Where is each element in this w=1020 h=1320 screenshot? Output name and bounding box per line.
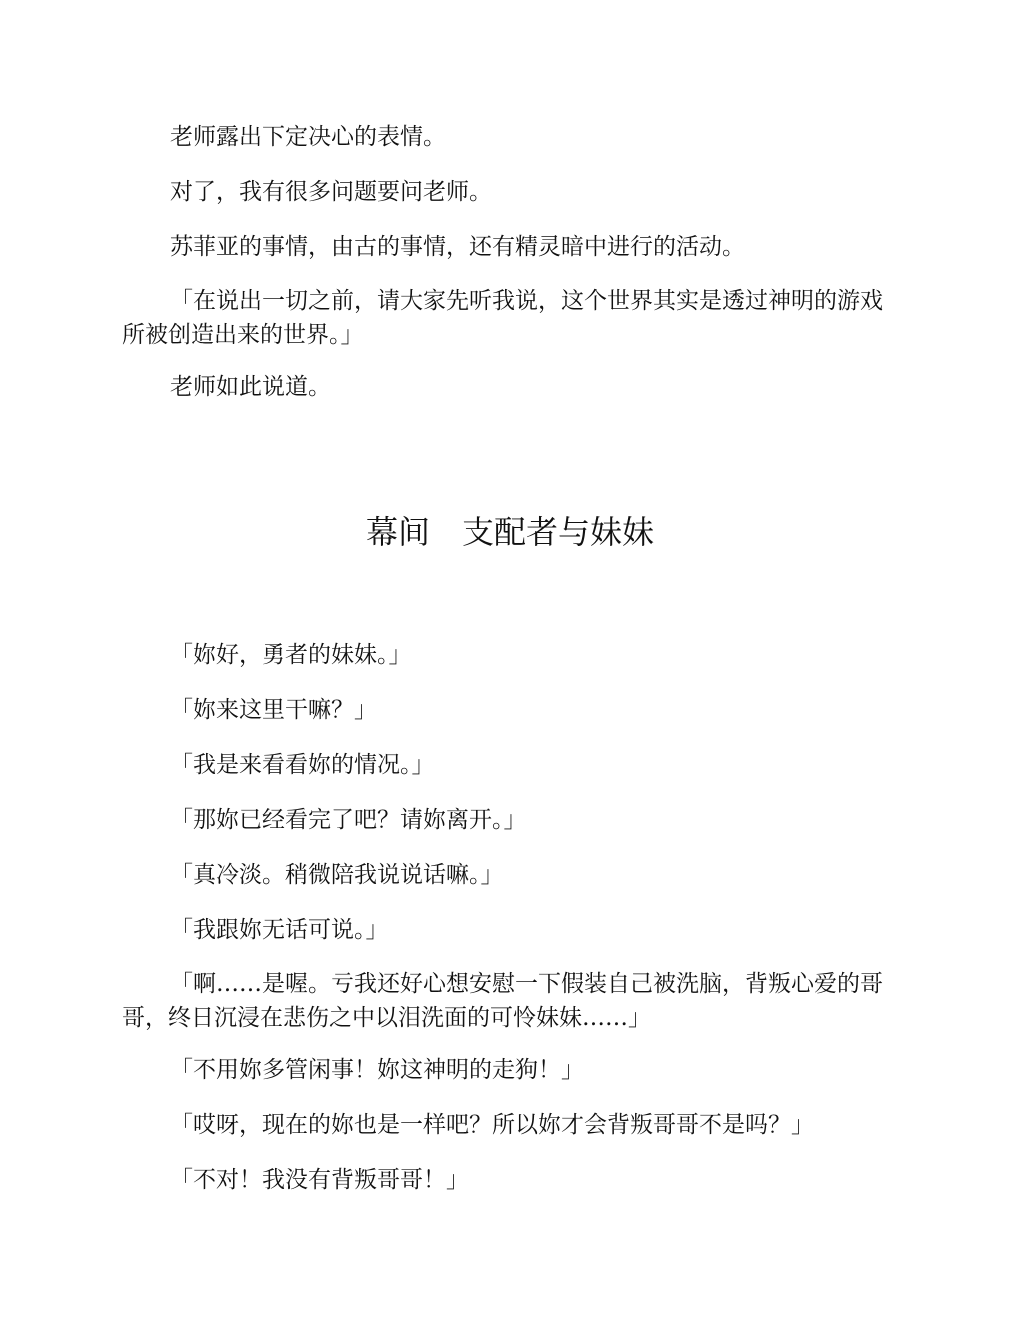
- dialogue-line: 「哎呀，现在的妳也是一样吧？所以妳才会背叛哥哥不是吗？」: [170, 1112, 814, 1138]
- paragraph: 苏菲亚的事情，由古的事情，还有精灵暗中进行的活动。: [170, 234, 745, 260]
- dialogue-line: 「不对！我没有背叛哥哥！」: [170, 1167, 469, 1193]
- paragraph: 「在说出一切之前，请大家先听我说，这个世界其实是透过神明的游戏所被创造出来的世界。」: [122, 288, 883, 348]
- paragraph: 对了，我有很多问题要问老师。: [170, 179, 492, 205]
- dialogue-line: 「妳来这里干嘛？」: [170, 697, 377, 723]
- dialogue-line: 「不用妳多管闲事！妳这神明的走狗！」: [170, 1057, 584, 1083]
- paragraph: 老师露出下定决心的表情。: [170, 124, 446, 150]
- dialogue-line: 「妳好，勇者的妹妹。」: [170, 642, 412, 668]
- dialogue-line: 「啊……是喔。亏我还好心想安慰一下假装自己被洗脑，背叛心爱的哥哥，终日沉浸在悲伤之中以泪洗面的可怜妹妹……」: [122, 971, 883, 1031]
- dialogue-line: 「真冷淡。稍微陪我说说话嘛。」: [170, 862, 504, 888]
- dialogue-line: 「我是来看看妳的情况。」: [170, 752, 435, 778]
- paragraph: 老师如此说道。: [170, 374, 331, 400]
- dialogue-line: 「那妳已经看完了吧？请妳离开。」: [170, 807, 527, 833]
- chapter-title: 幕间 支配者与妹妹: [365, 513, 654, 551]
- dialogue-line: 「我跟妳无话可说。」: [170, 917, 389, 943]
